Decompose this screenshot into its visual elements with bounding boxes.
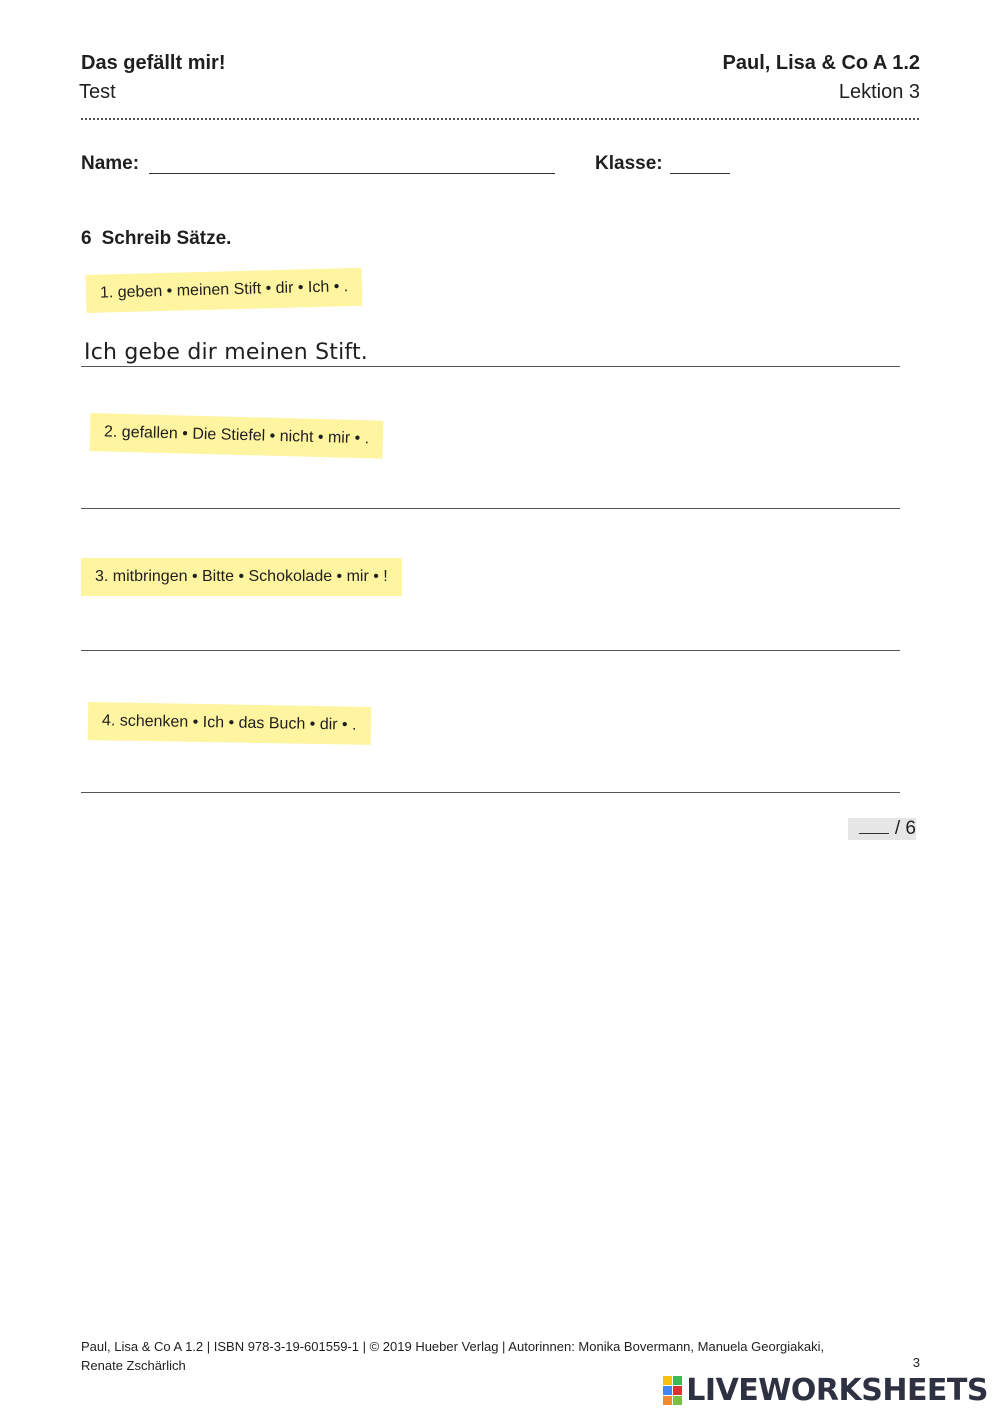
task-number: 6 <box>81 228 92 249</box>
liveworksheets-logo <box>663 1372 988 1408</box>
page-number: 3 <box>912 1355 920 1370</box>
answer-line-2[interactable] <box>81 508 900 509</box>
header-divider <box>81 118 919 120</box>
score-box <box>848 818 916 840</box>
word-strip-4: 4. schenken • Ich • das Buch • dir • . <box>88 702 371 745</box>
task-instruction: Schreib Sätze. <box>101 228 232 249</box>
class-label: Klasse: <box>595 153 663 174</box>
worksheet-title: Das gefällt mir! <box>81 52 226 74</box>
name-field[interactable] <box>149 173 555 174</box>
score-blank[interactable] <box>859 819 889 834</box>
lesson-label: Lektion 3 <box>838 81 920 103</box>
liveworksheets-wordmark: LIVEWORKSHEETS <box>686 1372 988 1408</box>
word-strip-2: 2. gefallen • Die Stiefel • nicht • mir • . <box>90 413 384 459</box>
score-total: / 6 <box>894 818 916 839</box>
book-title: Paul, Lisa & Co A 1.2 <box>722 52 920 74</box>
word-strip-1: 1. geben • meinen Stift • dir • Ich • . <box>86 268 363 313</box>
answer-line-3[interactable] <box>81 650 900 651</box>
answer-line-1[interactable] <box>81 366 900 367</box>
footer-credits <box>81 1337 881 1375</box>
liveworksheets-logo-icon <box>663 1376 682 1405</box>
answer-text-1: Ich gebe dir meinen Stift. <box>84 340 369 365</box>
word-strip-3: 3. mitbringen • Bitte • Schokolade • mir • ! <box>81 558 402 596</box>
name-label: Name: <box>81 153 140 174</box>
answer-line-4[interactable] <box>81 792 900 793</box>
task-heading <box>81 228 231 250</box>
worksheet-subtitle: Test <box>79 81 116 103</box>
class-field[interactable] <box>670 173 730 174</box>
footer-line-2: Renate Zschärlich <box>81 1358 186 1373</box>
footer-line-1: Paul, Lisa & Co A 1.2 | ISBN 978-3-19-601559-1 | © 2019 Hueber Verlag | Autorinnen: Monika Bovermann, Manuela Georgiakaki, <box>81 1339 825 1354</box>
